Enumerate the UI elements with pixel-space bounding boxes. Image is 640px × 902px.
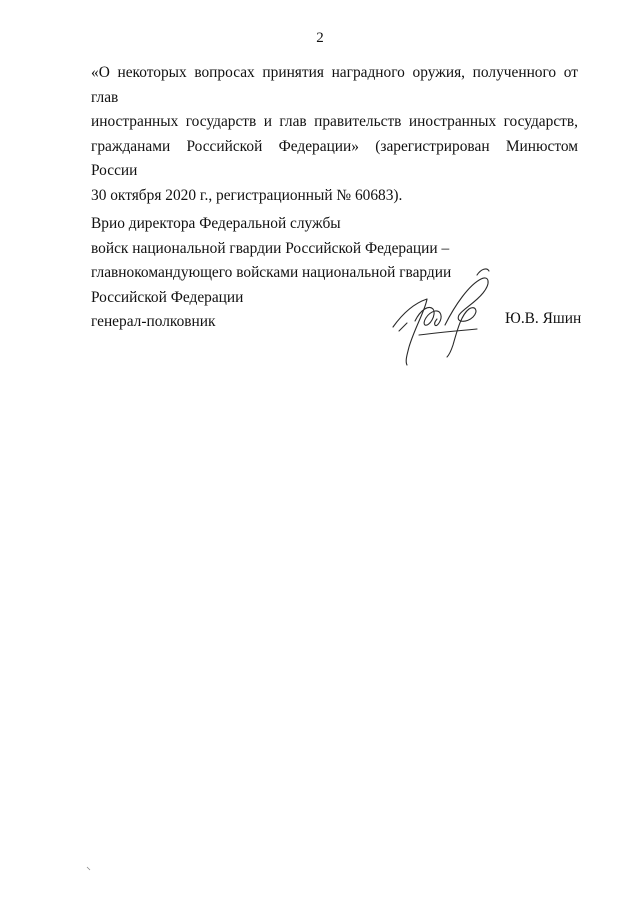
body-paragraph [91, 61, 578, 208]
body-line: 30 октября 2020 г., регистрационный № 60683). [91, 186, 403, 204]
signatory-rank: генерал-полковник [91, 313, 216, 330]
signatory-title-line: войск национальной гвардии Российской Федерации – [91, 239, 450, 257]
body-line: гражданами Российской Федерации» (зарегистрирован Минюстом России [91, 137, 578, 179]
body-line: «О некоторых вопросах принятия наградного оружия, полученного от глав [91, 64, 578, 106]
signer-name: Ю.В. Яшин [505, 310, 582, 327]
signatory-title-line: Врио директора Федеральной службы [91, 215, 341, 232]
page-number: 2 [316, 30, 324, 46]
handwritten-signature [385, 265, 505, 370]
signatory-title-line: главнокомандующего войсками национальной гвардии [91, 264, 452, 281]
scan-artifact [86, 866, 92, 872]
body-line: иностранных государств и глав правительств иностранных государств, [91, 113, 578, 130]
signatory-title-line: Российской Федерации [91, 288, 244, 306]
